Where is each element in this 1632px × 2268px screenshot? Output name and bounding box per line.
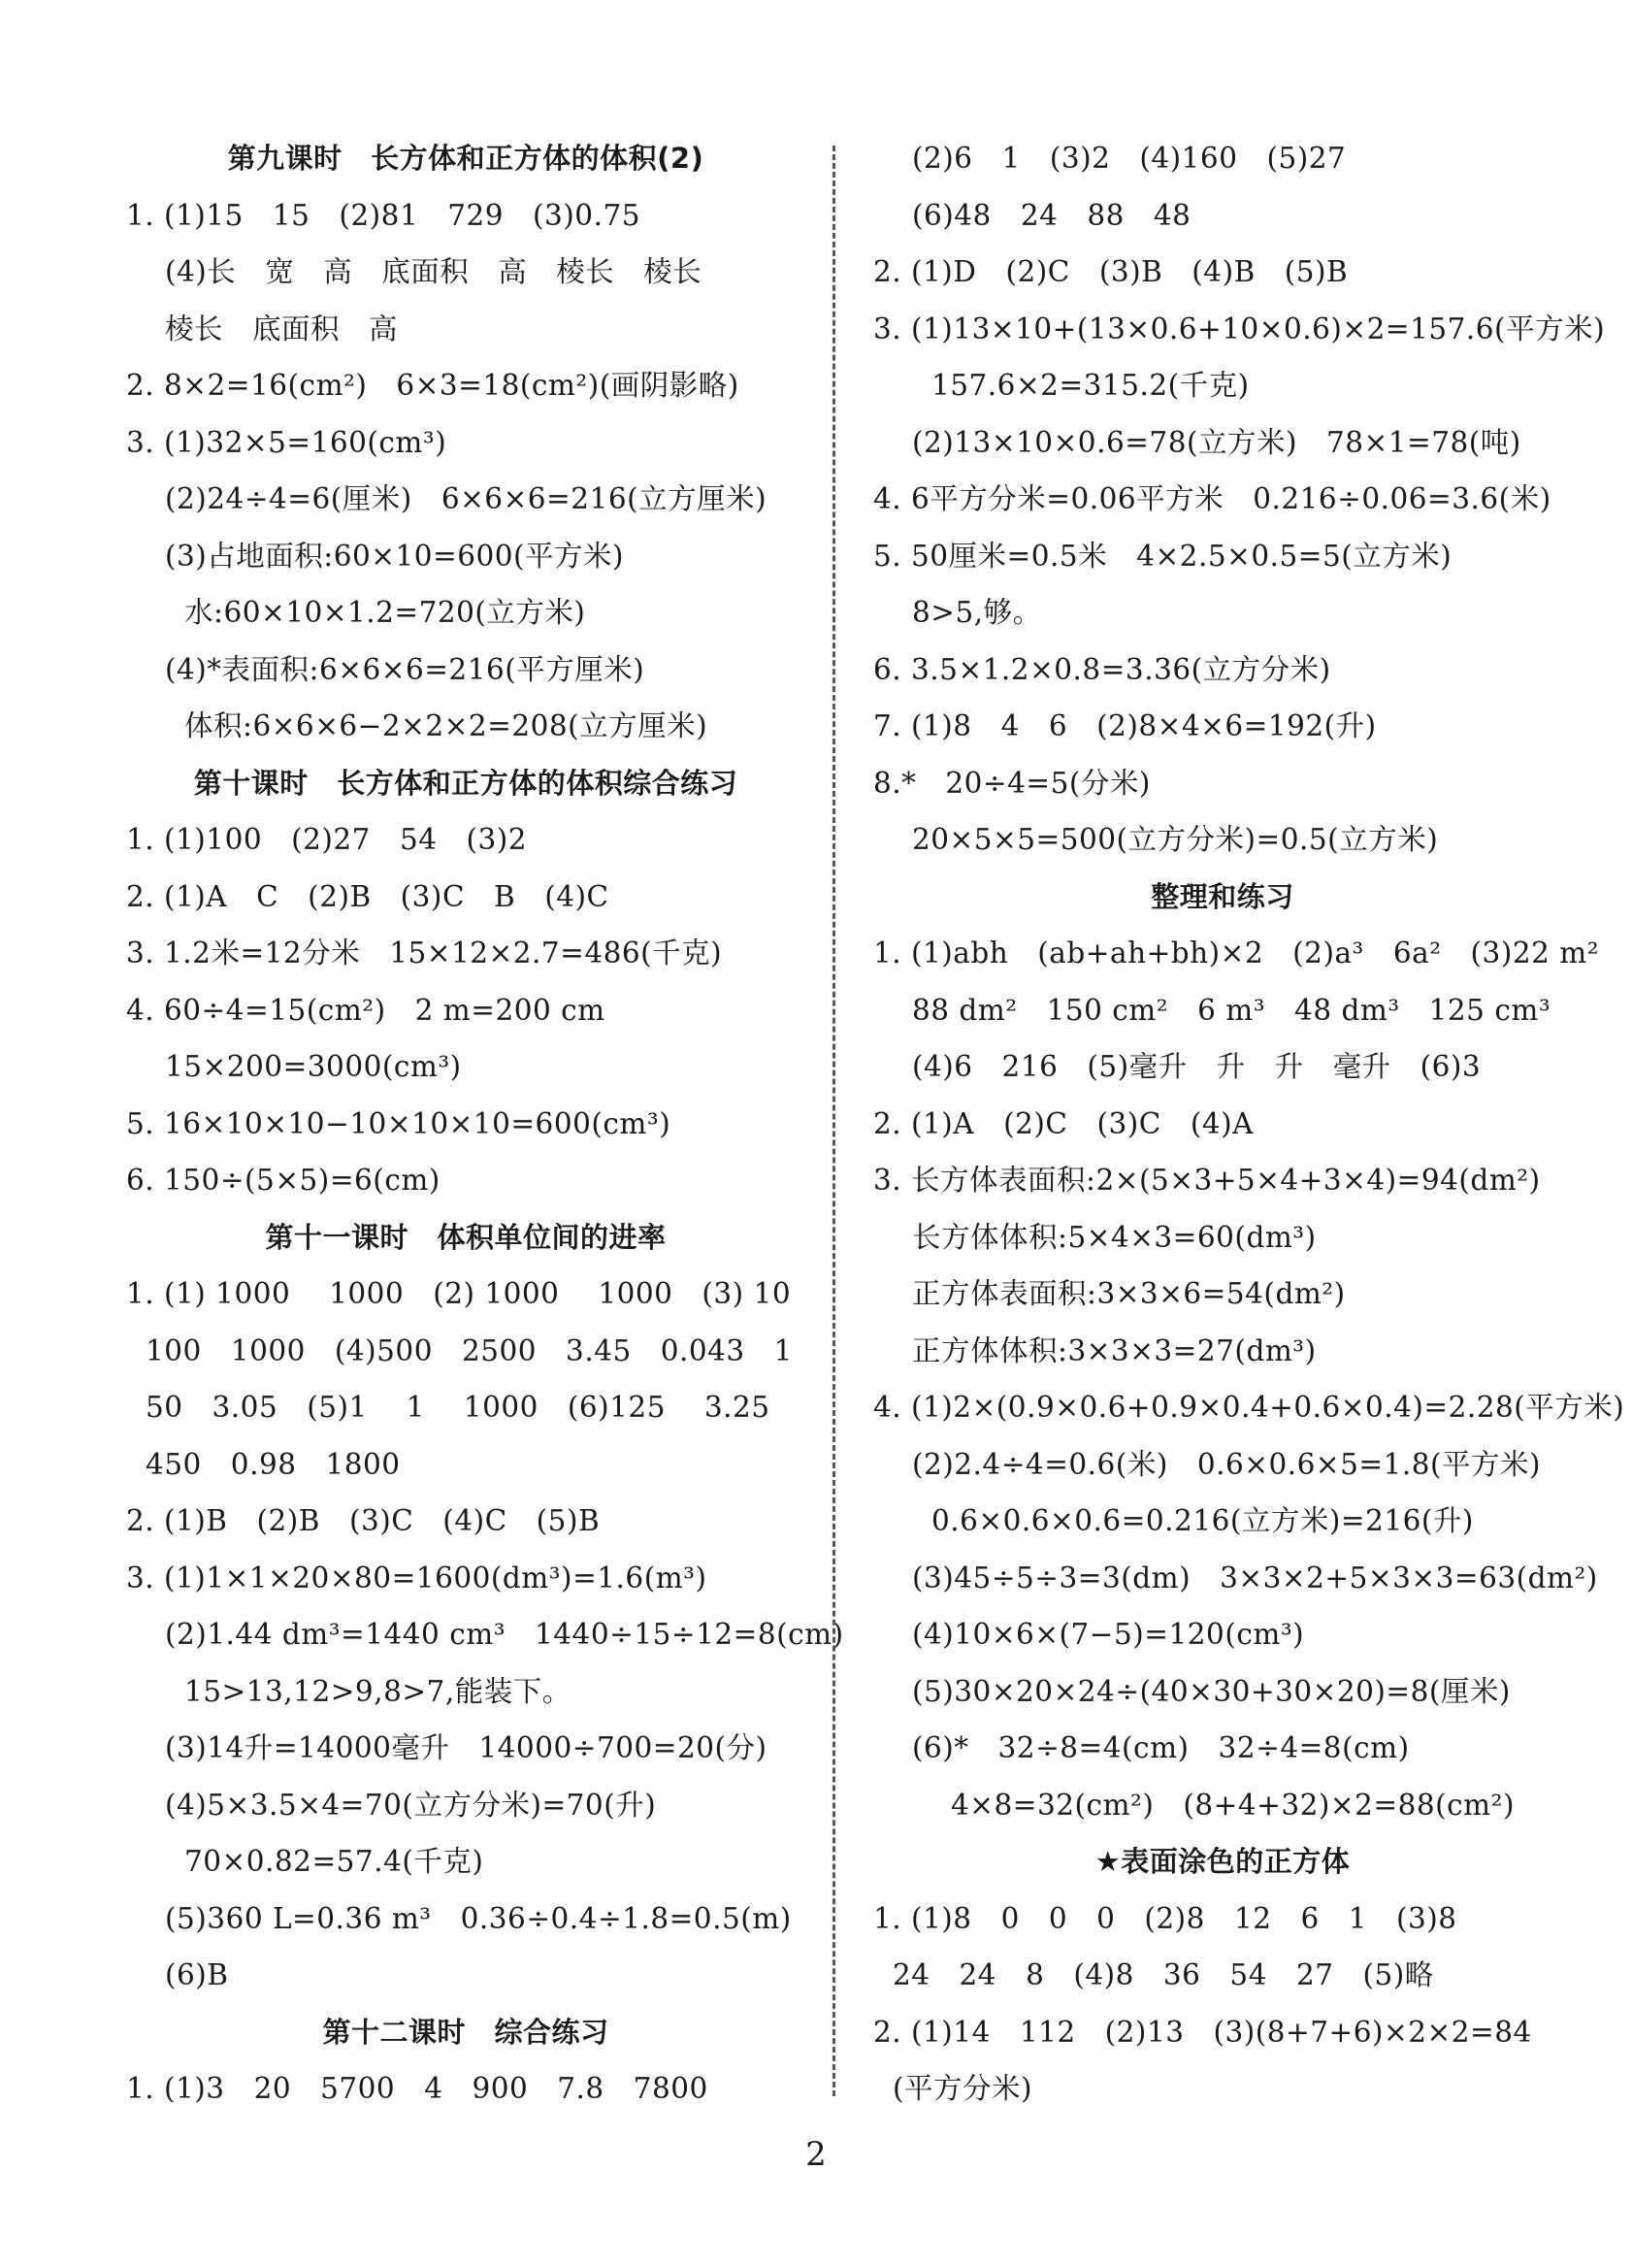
answer-line: 24 24 8 (4)8 36 54 27 (5)略 <box>893 1958 1434 1991</box>
answer-line: (4)10×6×(7−5)=120(cm³) <box>912 1618 1305 1651</box>
answer-line: 正方体体积:3×3×3=27(dm³) <box>912 1333 1317 1367</box>
answer-line: 15>13,12>9,8>7,能装下。 <box>184 1674 571 1708</box>
answer-line: 1. (1)3 20 5700 4 900 7.8 7800 <box>126 2072 708 2105</box>
answer-line: 1. (1)100 (2)27 54 (3)2 <box>126 823 528 856</box>
answer-line: 7. (1)8 4 6 (2)8×4×6=192(升) <box>873 709 1377 742</box>
answer-line: 8.* 20÷4=5(分米) <box>873 766 1151 800</box>
answer-line: 3. (1)1×1×20×80=1600(dm³)=1.6(m³) <box>126 1561 707 1594</box>
answer-line: 3. 1.2米=12分米 15×12×2.7=486(千克) <box>126 937 723 970</box>
section-heading: ★表面涂色的正方体 <box>1094 1845 1351 1878</box>
answer-line: (2)1.44 dm³=1440 cm³ 1440÷15÷12=8(cm) <box>165 1618 844 1651</box>
answer-line: 1. (1) 1000 1000 (2) 1000 1000 (3) 10 <box>126 1277 792 1310</box>
answer-line: (6)48 24 88 48 <box>912 198 1191 232</box>
section-heading: 第十课时 长方体和正方体的体积综合练习 <box>193 766 738 800</box>
answer-line: 正方体表面积:3×3×6=54(dm²) <box>912 1277 1346 1310</box>
answer-line: 1. (1)15 15 (2)81 729 (3)0.75 <box>126 198 640 232</box>
answer-line: (2)2.4÷4=0.6(米) 0.6×0.6×5=1.8(平方米) <box>912 1447 1542 1481</box>
answer-line: 4×8=32(cm²) (8+4+32)×2=88(cm²) <box>951 1788 1515 1822</box>
answer-line: 1. (1)8 0 0 0 (2)8 12 6 1 (3)8 <box>873 1901 1457 1935</box>
answer-line: (4)6 216 (5)毫升 升 升 毫升 (6)3 <box>912 1050 1482 1083</box>
answer-line: 6. 3.5×1.2×0.8=3.36(立方分米) <box>873 652 1331 686</box>
answer-line: 8>5,够。 <box>912 596 1042 629</box>
answer-line: 1. (1)abh (ab+ah+bh)×2 (2)a³ 6a² (3)22 m² <box>873 937 1600 970</box>
answer-line: 3. (1)32×5=160(cm³) <box>126 425 447 459</box>
answer-line: 6. 150÷(5×5)=6(cm) <box>126 1164 441 1197</box>
section-heading: 第九课时 长方体和正方体的体积(2) <box>227 142 704 175</box>
answer-line: 4. 6平方分米=0.06平方米 0.216÷0.06=3.6(米) <box>873 482 1551 515</box>
answer-line: (2)24÷4=6(厘米) 6×6×6=216(立方厘米) <box>165 482 767 515</box>
answer-line: (2)13×10×0.6=78(立方米) 78×1=78(吨) <box>912 425 1521 459</box>
answer-line: (3)45÷5÷3=3(dm) 3×3×2+5×3×3=63(dm²) <box>912 1561 1598 1594</box>
answer-line: (4)长 宽 高 底面积 高 棱长 棱长 <box>165 255 702 288</box>
page-number: 2 <box>805 2135 827 2174</box>
answer-line: (平方分米) <box>893 2072 1033 2105</box>
answer-line: 2. (1)A C (2)B (3)C B (4)C <box>126 879 609 913</box>
answer-line: 4. 60÷4=15(cm²) 2 m=200 cm <box>126 993 605 1027</box>
section-heading: 第十一课时 体积单位间的进率 <box>265 1220 667 1254</box>
answer-line: 5. 50厘米=0.5米 4×2.5×0.5=5(立方米) <box>873 539 1452 573</box>
right-column <box>873 130 1625 2118</box>
answer-line: 3. 长方体表面积:2×(5×3+5×4+3×4)=94(dm²) <box>873 1164 1541 1197</box>
answer-line: 70×0.82=57.4(千克) <box>184 1845 484 1878</box>
answer-line: 3. (1)13×10+(13×0.6+10×0.6)×2=157.6(平方米) <box>873 312 1606 345</box>
answer-line: 2. (1)B (2)B (3)C (4)C (5)B <box>126 1504 601 1537</box>
answer-line: 2. 8×2=16(cm²) 6×3=18(cm²)(画阴影略) <box>126 369 739 402</box>
answer-line: 157.6×2=315.2(千克) <box>931 369 1250 402</box>
answer-line: 2. (1)D (2)C (3)B (4)B (5)B <box>873 255 1349 288</box>
answer-line: 水:60×10×1.2=720(立方米) <box>184 596 586 629</box>
answer-line: (4)*表面积:6×6×6=216(平方厘米) <box>165 652 645 686</box>
left-column <box>126 130 844 2118</box>
answer-line: 长方体体积:5×4×3=60(dm³) <box>912 1220 1317 1254</box>
answer-line: (6)B <box>165 1958 229 1991</box>
answer-line: 15×200=3000(cm³) <box>165 1050 462 1083</box>
answer-line: 5. 16×10×10−10×10×10=600(cm³) <box>126 1106 671 1140</box>
section-heading: 整理和练习 <box>1151 879 1294 913</box>
answer-line: (5)30×20×24÷(40×30+30×20)=8(厘米) <box>912 1674 1511 1708</box>
answer-line: (5)360 L=0.36 m³ 0.36÷0.4÷1.8=0.5(m) <box>165 1901 792 1935</box>
answer-line: (4)5×3.5×4=70(立方分米)=70(升) <box>165 1788 657 1822</box>
section-heading: 第十二课时 综合练习 <box>322 2015 609 2049</box>
answer-line: 棱长 底面积 高 <box>165 312 399 345</box>
answer-line: 体积:6×6×6−2×2×2=208(立方厘米) <box>184 709 708 742</box>
answer-line: (6)* 32÷8=4(cm) 32÷4=8(cm) <box>912 1731 1410 1764</box>
answer-line: 2. (1)14 112 (2)13 (3)(8+7+6)×2×2=84 <box>873 2015 1532 2049</box>
answer-line: 0.6×0.6×0.6=0.216(立方米)=216(升) <box>931 1504 1474 1537</box>
answer-line: 450 0.98 1800 <box>146 1447 401 1481</box>
column-divider <box>832 146 835 2096</box>
answer-line: (3)占地面积:60×10=600(平方米) <box>165 539 625 573</box>
answer-line: (2)6 1 (3)2 (4)160 (5)27 <box>912 142 1347 175</box>
answer-line: 4. (1)2×(0.9×0.6+0.9×0.4+0.6×0.4)=2.28(平方米) <box>873 1391 1625 1424</box>
answer-line: 20×5×5=500(立方分米)=0.5(立方米) <box>912 823 1439 856</box>
answer-line: 100 1000 (4)500 2500 3.45 0.043 1 <box>146 1333 793 1367</box>
answer-line: 2. (1)A (2)C (3)C (4)A <box>873 1106 1254 1140</box>
answer-line: 50 3.05 (5)1 1 1000 (6)125 3.25 <box>146 1391 770 1424</box>
answer-line: (3)14升=14000毫升 14000÷700=20(分) <box>165 1731 767 1764</box>
answer-line: 88 dm² 150 cm² 6 m³ 48 dm³ 125 cm³ <box>912 993 1551 1027</box>
